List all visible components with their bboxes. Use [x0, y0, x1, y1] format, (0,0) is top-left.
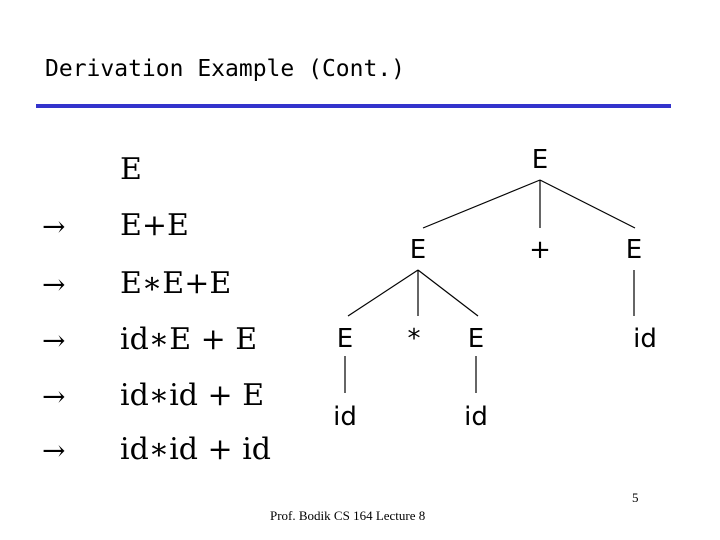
tree-edge: [348, 270, 418, 316]
tree-node-id-left-right: id: [464, 402, 488, 432]
derives-arrow-icon: →: [42, 268, 66, 301]
tree-node-star: *: [407, 324, 421, 354]
tree-node-plus: +: [529, 235, 551, 265]
tree-edge: [418, 270, 478, 316]
slide-title: Derivation Example (Cont.): [45, 56, 406, 82]
page-number: 5: [632, 490, 639, 505]
tree-edge: [540, 180, 635, 228]
derivation-form: E∗E+E: [120, 266, 232, 301]
derivation-form: id∗id + id: [120, 432, 271, 467]
tree-edge: [423, 180, 540, 228]
tree-node-id-left-left: id: [333, 402, 357, 432]
tree-node-e-left: E: [409, 235, 427, 265]
derivation-form: E: [120, 152, 142, 187]
tree-node-e-left-right: E: [467, 324, 485, 354]
derives-arrow-icon: →: [42, 210, 66, 243]
derives-arrow-icon: →: [42, 434, 66, 467]
tree-node-root: E: [531, 145, 549, 175]
tree-node-e-left-left: E: [336, 324, 354, 354]
derives-arrow-icon: →: [42, 380, 66, 413]
slide-footer: Prof. Bodik CS 164 Lecture 8: [270, 508, 426, 523]
derivation-form: E+E: [120, 208, 189, 243]
tree-node-id-right: id: [633, 324, 657, 354]
derivation-form: id∗E + E: [120, 322, 258, 357]
derives-arrow-icon: →: [42, 324, 66, 357]
tree-node-e-right: E: [625, 235, 643, 265]
derivation-form: id∗id + E: [120, 378, 265, 413]
